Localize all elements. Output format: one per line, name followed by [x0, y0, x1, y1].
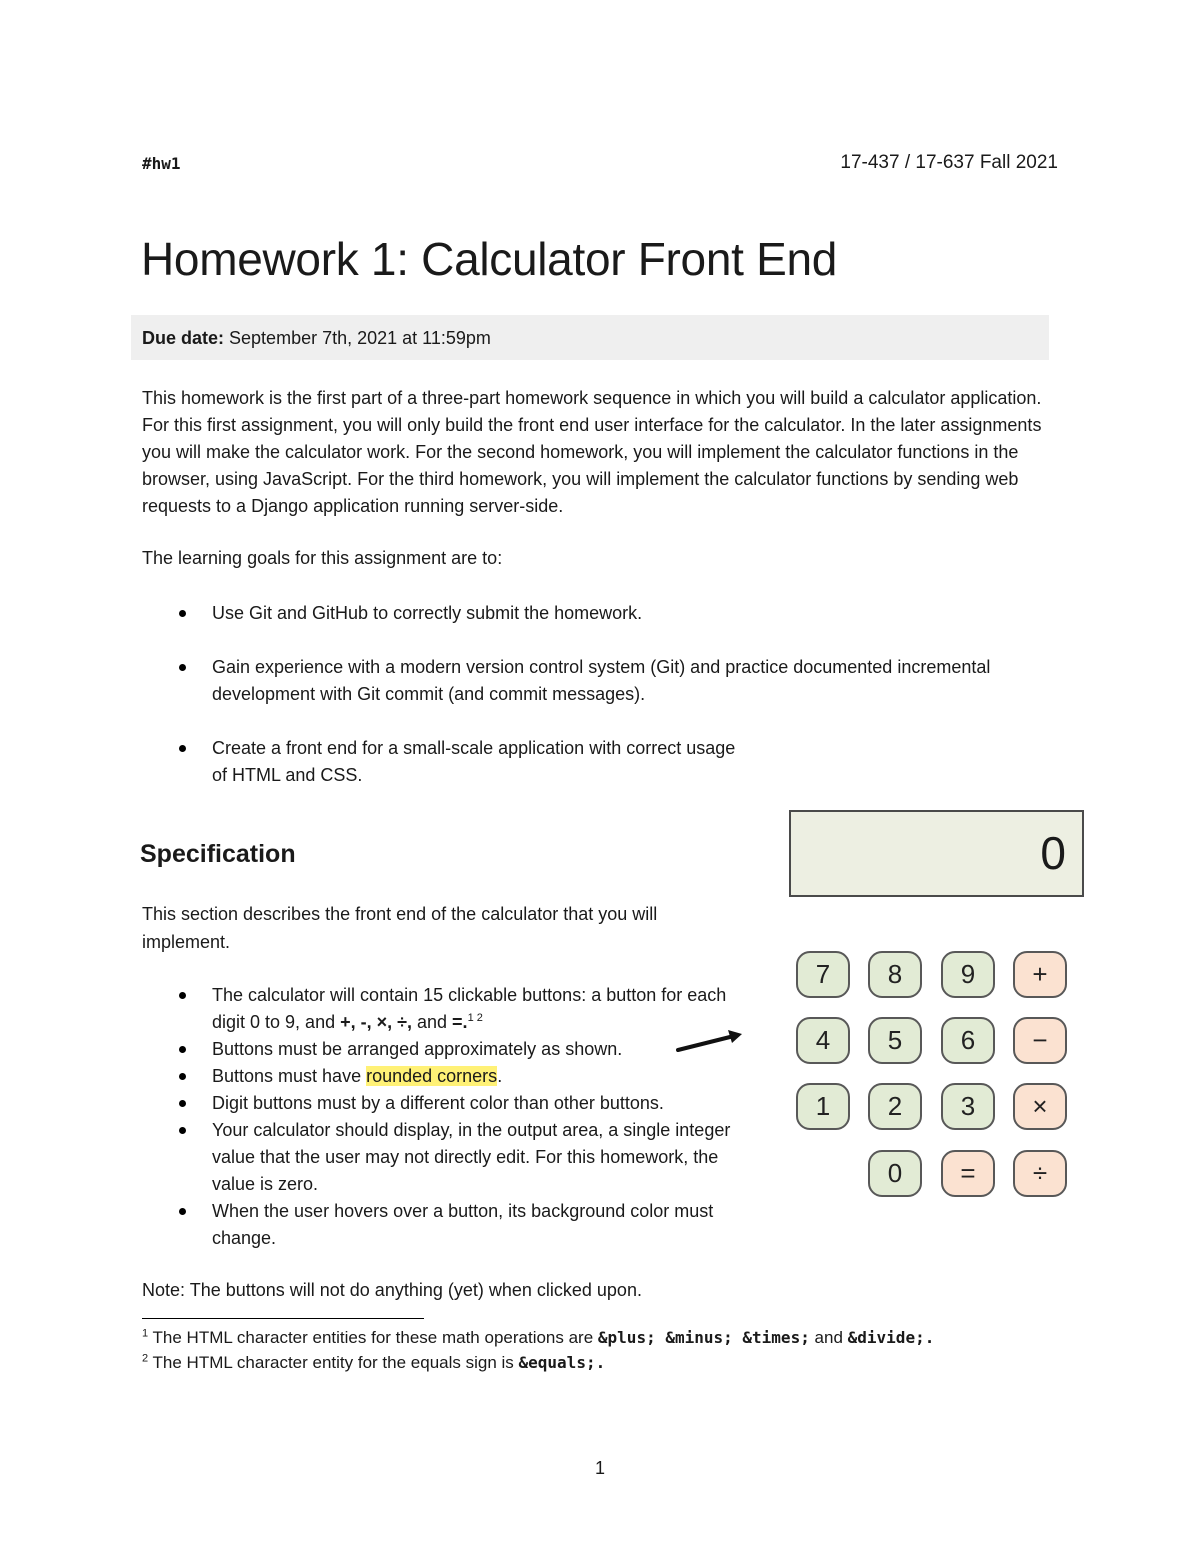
calc-operator-button: +: [1013, 951, 1067, 998]
goal-text: Gain experience with a modern version control system (Git) and practice documented incremental development with Git commit (and commit messages).: [212, 657, 991, 704]
list-item: [142, 735, 992, 789]
footnote-divider: [142, 1318, 424, 1319]
list-item: [142, 1063, 762, 1090]
calc-digit-button: 4: [796, 1017, 850, 1064]
footnote-ref: 1 2: [467, 1012, 483, 1024]
footnote-2: [142, 1353, 605, 1373]
spec-ops: +, -, ×, ÷,: [340, 1012, 412, 1032]
spec-bullet-part: The calculator will contain 15 clickable buttons: a button for each digit 0 to 9, and: [212, 985, 727, 1032]
calc-digit-button: 3: [941, 1083, 995, 1130]
calc-digit-button: 1: [796, 1083, 850, 1130]
footnote-number: 2: [142, 1352, 149, 1365]
spec-bullet-text: Digit buttons must by a different color than other buttons.: [212, 1093, 664, 1113]
footnote-code: &plus; &minus; &times;: [597, 1328, 810, 1347]
calc-digit-button: 2: [868, 1083, 922, 1130]
spec-list: [142, 982, 762, 1252]
calc-digit-button: 6: [941, 1017, 995, 1064]
spec-bullet-part: Buttons must have: [212, 1066, 367, 1086]
footnote-number: 1: [142, 1327, 149, 1340]
calc-digit-button: 0: [868, 1150, 922, 1197]
calc-digit-button: 9: [941, 951, 995, 998]
list-item: [142, 1117, 762, 1198]
footnote-1: [142, 1328, 934, 1348]
footnote-code: &equals;.: [518, 1353, 606, 1372]
due-date-box: [131, 315, 1049, 360]
arrow-icon: [676, 1028, 746, 1056]
section-heading: Specification: [140, 840, 296, 868]
spec-bullet-text: When the user hovers over a button, its background color must change.: [212, 1201, 714, 1248]
spec-bullet-text: [212, 982, 752, 1036]
list-item: [142, 654, 992, 708]
list-item: [142, 1036, 762, 1063]
calc-digit-button: 8: [868, 951, 922, 998]
list-item: [142, 1198, 762, 1252]
hw-tag: #hw1: [142, 154, 181, 173]
calc-digit-button: 5: [868, 1017, 922, 1064]
spec-bullet-text: Buttons must be arranged approximately as shown.: [212, 1039, 623, 1059]
calc-operator-button: ×: [1013, 1083, 1067, 1130]
due-date-label: Due date:: [142, 328, 225, 348]
course-label: 17-437 / 17-637 Fall 2021: [840, 152, 1058, 173]
list-item: [142, 982, 762, 1036]
goal-text: Create a front end for a small-scale application with correct usage of HTML and CSS.: [212, 738, 736, 785]
goals-intro: The learning goals for this assignment are to:: [142, 548, 503, 568]
spec-bullet-text: [212, 1063, 752, 1090]
calc-operator-button: ÷: [1013, 1150, 1067, 1197]
footnote-text: and: [809, 1328, 848, 1347]
footnote-code: &divide;.: [847, 1328, 935, 1347]
note-text: Note: The buttons will not do anything (yet) when clicked upon.: [142, 1280, 642, 1300]
list-item: [142, 1090, 762, 1117]
calc-operator-button: =: [941, 1150, 995, 1197]
highlighted-text: rounded corners: [366, 1066, 498, 1086]
spec-bullet-part: .: [497, 1066, 503, 1086]
page-title: Homework 1: Calculator Front End: [141, 233, 838, 285]
goal-text: Use Git and GitHub to correctly submit the homework.: [212, 603, 643, 623]
list-item: [142, 600, 992, 627]
spec-bullet-text: Your calculator should display, in the output area, a single integer value that the user may not directly edit. For this homework, the value is zero.: [212, 1120, 731, 1194]
footnote-text: The HTML character entities for these math operations are: [148, 1328, 598, 1347]
intro-paragraph: This homework is the first part of a three-part homework sequence in which you will build a calculator application. For this first assignment, you will only build the front end user interface for the calculator. In the later assignments you will make the calculator work. For the second homework, you will implement the calculator functions in the browser, using JavaScript. For the third homework, you will implement the calculator functions by sending web requests to a Django application running server-side.: [142, 388, 1042, 516]
footnote-text: The HTML character entity for the equals sign is: [148, 1353, 519, 1372]
spec-and: and: [412, 1012, 453, 1032]
due-date-value: September 7th, 2021 at 11:59pm: [229, 328, 491, 348]
calc-operator-button: −: [1013, 1017, 1067, 1064]
spec-intro: This section describes the front end of the calculator that you will implement.: [142, 904, 658, 952]
calc-digit-button: 7: [796, 951, 850, 998]
goals-list: [142, 600, 992, 816]
page-number: 1: [594, 1458, 605, 1478]
calculator-display: 0: [789, 810, 1084, 897]
spec-equals: =.: [452, 1012, 468, 1032]
